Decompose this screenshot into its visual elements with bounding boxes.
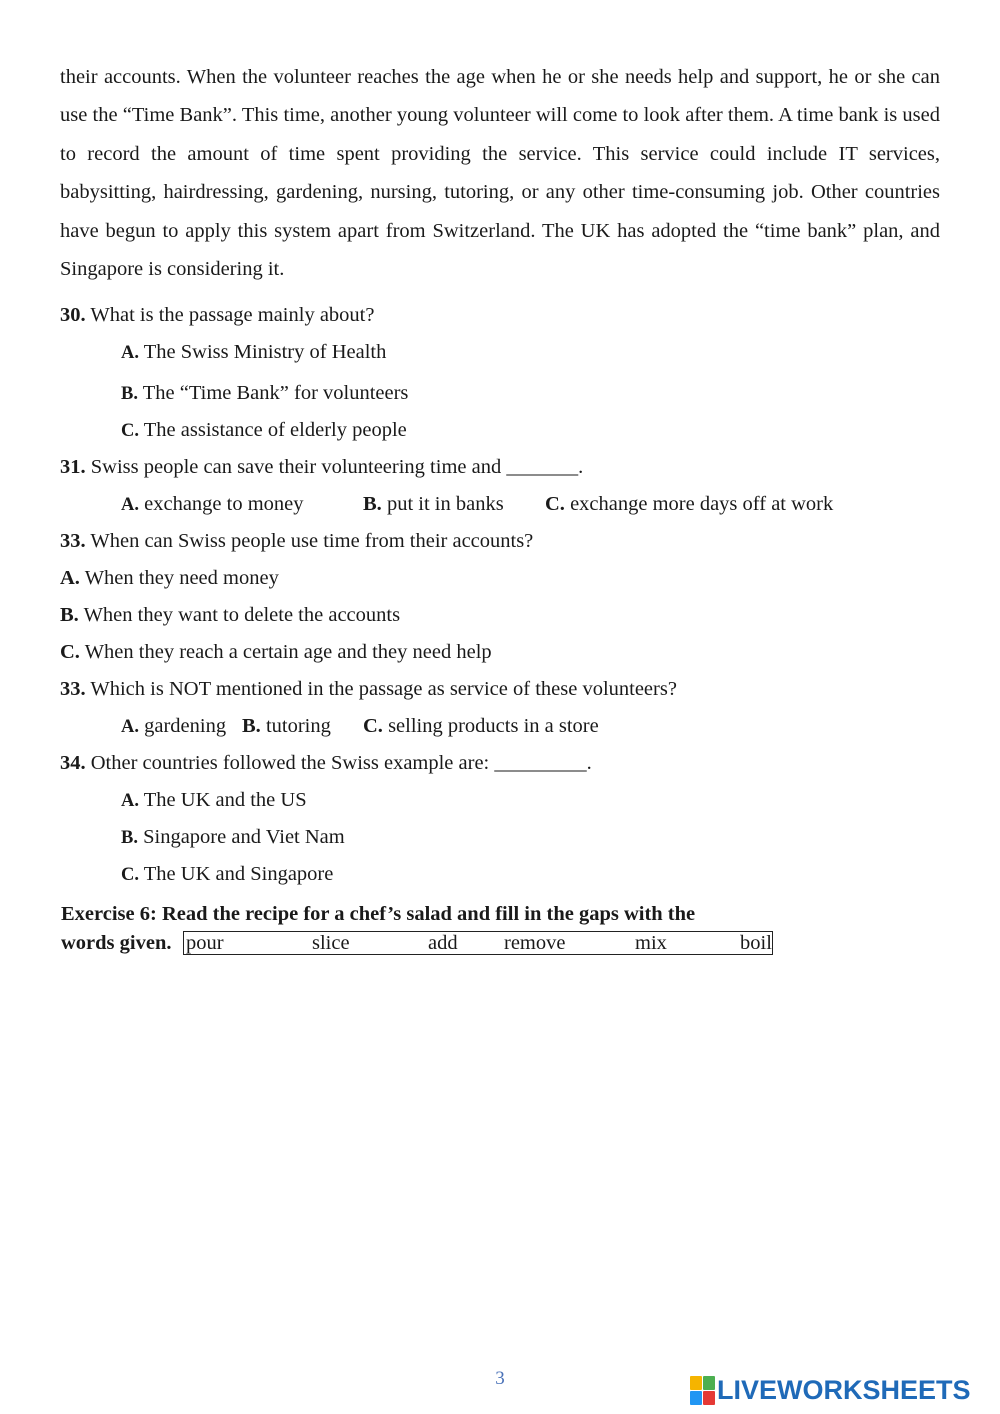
question-text: Which is NOT mentioned in the passage as service of these volunteers? [90,678,677,700]
question-text: When can Swiss people use time from their accounts? [90,530,534,552]
logo-tile-l [690,1376,702,1390]
option-label: C. [60,641,80,663]
word-bank-item: pour [186,932,224,954]
option-34-b[interactable] [121,824,345,851]
option-text: gardening [144,715,227,737]
page-number: 3 [495,1368,505,1389]
option-text: tutoring [265,715,331,737]
logo-tile-e [703,1391,715,1405]
option-31-a[interactable] [121,491,304,518]
logo-tile-i [703,1376,715,1390]
option-text: The Swiss Ministry of Health [143,341,387,363]
question-number: 31. [60,456,86,478]
option-text: The “Time Bank” for volunteers [142,382,409,404]
option-label: B. [121,384,138,404]
option-label: C. [363,715,383,737]
option-33-c[interactable] [60,639,492,665]
word-bank-item: slice [312,932,350,954]
option-31-b[interactable] [363,491,504,517]
option-label: A. [121,495,139,515]
option-text: exchange more days off at work [570,493,834,515]
option-33b-c[interactable] [363,713,599,739]
option-33b-b[interactable] [242,713,331,739]
word-bank-item: add [428,932,458,954]
option-30-a[interactable] [121,339,386,366]
logo-tile-v [690,1391,702,1405]
option-text: The assistance of elderly people [143,419,407,441]
option-33-b[interactable] [60,602,400,628]
option-label: A. [121,343,139,363]
option-text: The UK and Singapore [143,863,334,885]
question-text: Other countries followed the Swiss example are: _________. [90,752,592,774]
question-text: Swiss people can save their volunteering time and _______. [90,456,584,478]
word-bank-item: mix [635,932,667,954]
option-label: B. [363,493,382,515]
option-text: When they want to delete the accounts [83,604,401,626]
option-text: Singapore and Viet Nam [143,826,345,848]
option-label: B. [121,828,138,848]
question-number: 33. [60,678,86,700]
option-33b-a[interactable] [121,713,226,740]
option-34-c[interactable] [121,861,333,888]
liveworksheets-logo-icon [690,1376,714,1404]
option-30-b[interactable] [121,380,408,407]
question-number: 33. [60,530,86,552]
exercise-title-line2: words given. [61,932,172,954]
word-bank-item: boil [740,932,772,954]
liveworksheets-logo[interactable] [690,1372,990,1408]
reading-passage: their accounts. When the volunteer reaches the age when he or she needs help and support, he or she can use the “Time Bank”. This time, another young volunteer will come to look after them. A time bank is used to record the amount of time spent providing the service. This service could include IT services, babysitting, hairdressing, gardening, nursing, tutoring, or any other time-consuming job. Other countries have begun to apply this system apart from Switzerland. The UK has adopted the “time bank” plan, and Singapore is considering it. [60,66,940,281]
word-bank-item: remove [504,932,566,954]
question-30 [60,302,374,328]
word-bank [183,931,773,955]
option-33-a[interactable] [60,565,279,591]
option-label: A. [121,717,139,737]
question-number: 34. [60,752,86,774]
question-33-a [60,528,533,554]
option-text: exchange to money [144,493,304,515]
option-text: When they reach a certain age and they need help [84,641,492,663]
option-30-c[interactable] [121,417,407,444]
option-label: B. [60,604,79,626]
option-label: C. [121,421,139,441]
brand-name: LIVEWORKSHEETS [717,1374,971,1405]
question-31 [60,454,583,480]
option-text: The UK and the US [143,789,307,811]
option-label: A. [60,567,80,589]
option-text: put it in banks [386,493,504,515]
option-label: B. [242,715,261,737]
option-label: A. [121,791,139,811]
question-number: 30. [60,304,86,326]
question-text: What is the passage mainly about? [90,304,375,326]
option-34-a[interactable] [121,787,307,814]
option-label: C. [545,493,565,515]
option-31-c[interactable] [545,491,833,517]
option-text: When they need money [84,567,279,589]
option-text: selling products in a store [388,715,599,737]
question-33-b [60,676,677,702]
option-label: C. [121,865,139,885]
exercise-title-line1: Exercise 6: Read the recipe for a chef’s salad and fill in the gaps with the [61,903,696,925]
question-34 [60,750,592,776]
